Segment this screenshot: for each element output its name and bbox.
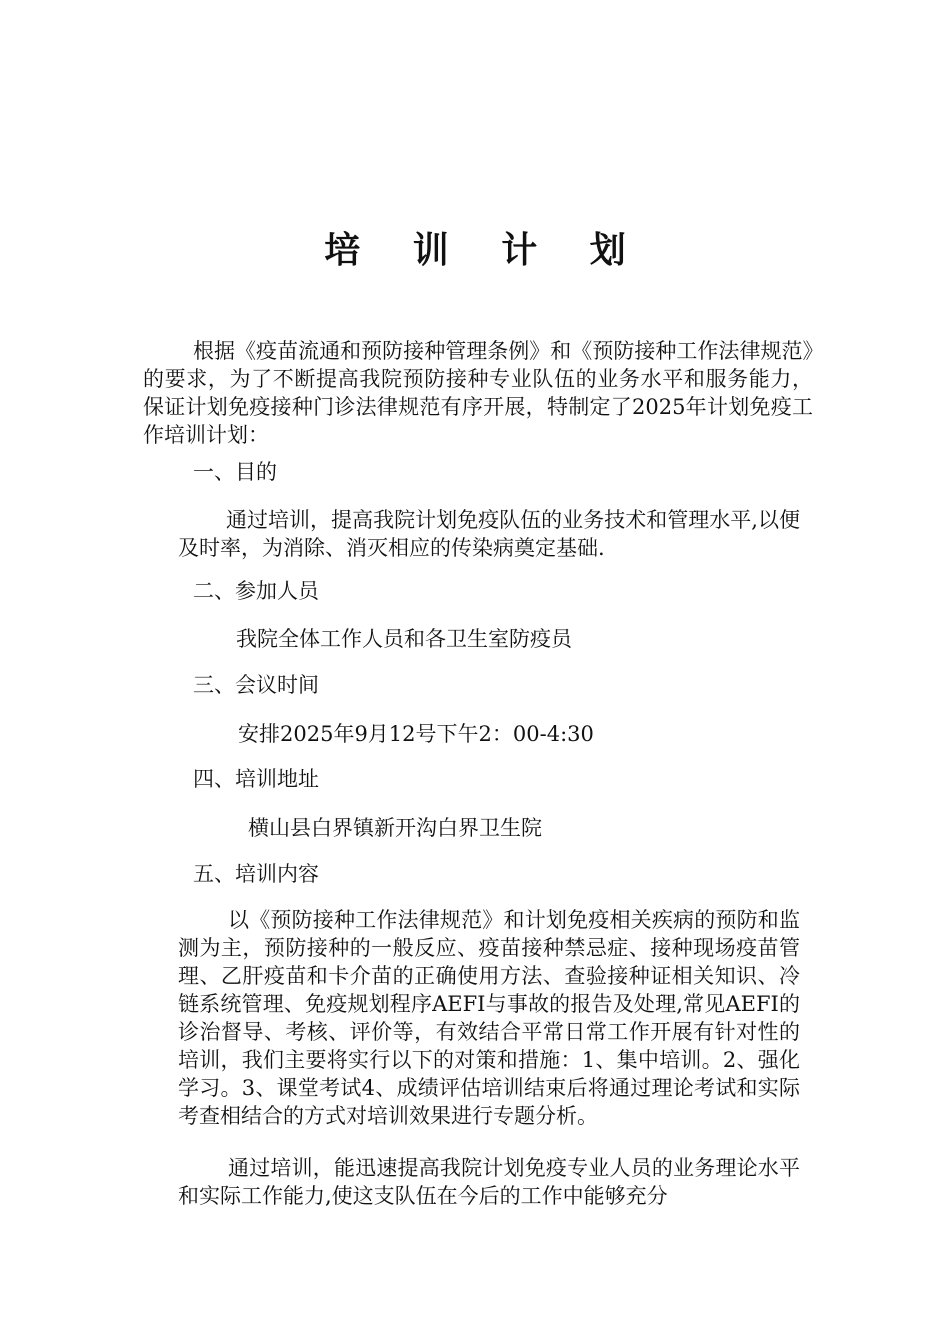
section-heading-time: 三、会议时间 bbox=[193, 673, 319, 697]
intro-paragraph: 根据《疫苗流通和预防接种管理条例》和《预防接种工作法律规范》的要求，为了不断提高我院预防接种专业队伍的业务水平和服务能力，保证计划免疫接种门诊法律规范有序开展，特制定了2025年计划免疫工作培训计划： bbox=[143, 339, 813, 447]
section-heading-location: 四、培训地址 bbox=[193, 767, 319, 791]
section-body-purpose: 通过培训，提高我院计划免疫队伍的业务技术和管理水平,以便及时率，为消除、消灭相应的传染病奠定基础. bbox=[178, 508, 800, 560]
section-heading-content: 五、培训内容 bbox=[193, 862, 319, 886]
section-heading-purpose: 一、目的 bbox=[193, 460, 277, 484]
section-body-content: 以《预防接种工作法律规范》和计划免疫相关疾病的预防和监测为主，预防接种的一般反应、疫苗接种禁忌症、接种现场疫苗管理、乙肝疫苗和卡介苗的正确使用方法、查验接种证相关知识、冷链系统管理、免疫规划程序AEFI与事故的报告及处理,常见AEFI的诊治督导、考核、评价等，有效结合平常日常工作开展有针对性的培训，我们主要将实行以下的对策和措施：1、集中培训。2、强化学习。3、课堂考试4、成绩评估培训结束后将通过理论考试和实际考查相结合的方式对培训效果进行专题分析。 bbox=[178, 908, 800, 1128]
section-body-location: 横山县白界镇新开沟白界卫生院 bbox=[248, 816, 542, 840]
document-title: 培 训 计 划 bbox=[324, 229, 646, 271]
section-body-participants: 我院全体工作人员和各卫生室防疫员 bbox=[236, 627, 572, 651]
section-heading-participants: 二、参加人员 bbox=[193, 579, 319, 603]
section-body-time: 安排2025年9月12号下午2：00-4:30 bbox=[238, 722, 594, 746]
closing-paragraph: 通过培训，能迅速提高我院计划免疫专业人员的业务理论水平和实际工作能力,使这支队伍在今后的工作中能够充分 bbox=[178, 1156, 800, 1208]
